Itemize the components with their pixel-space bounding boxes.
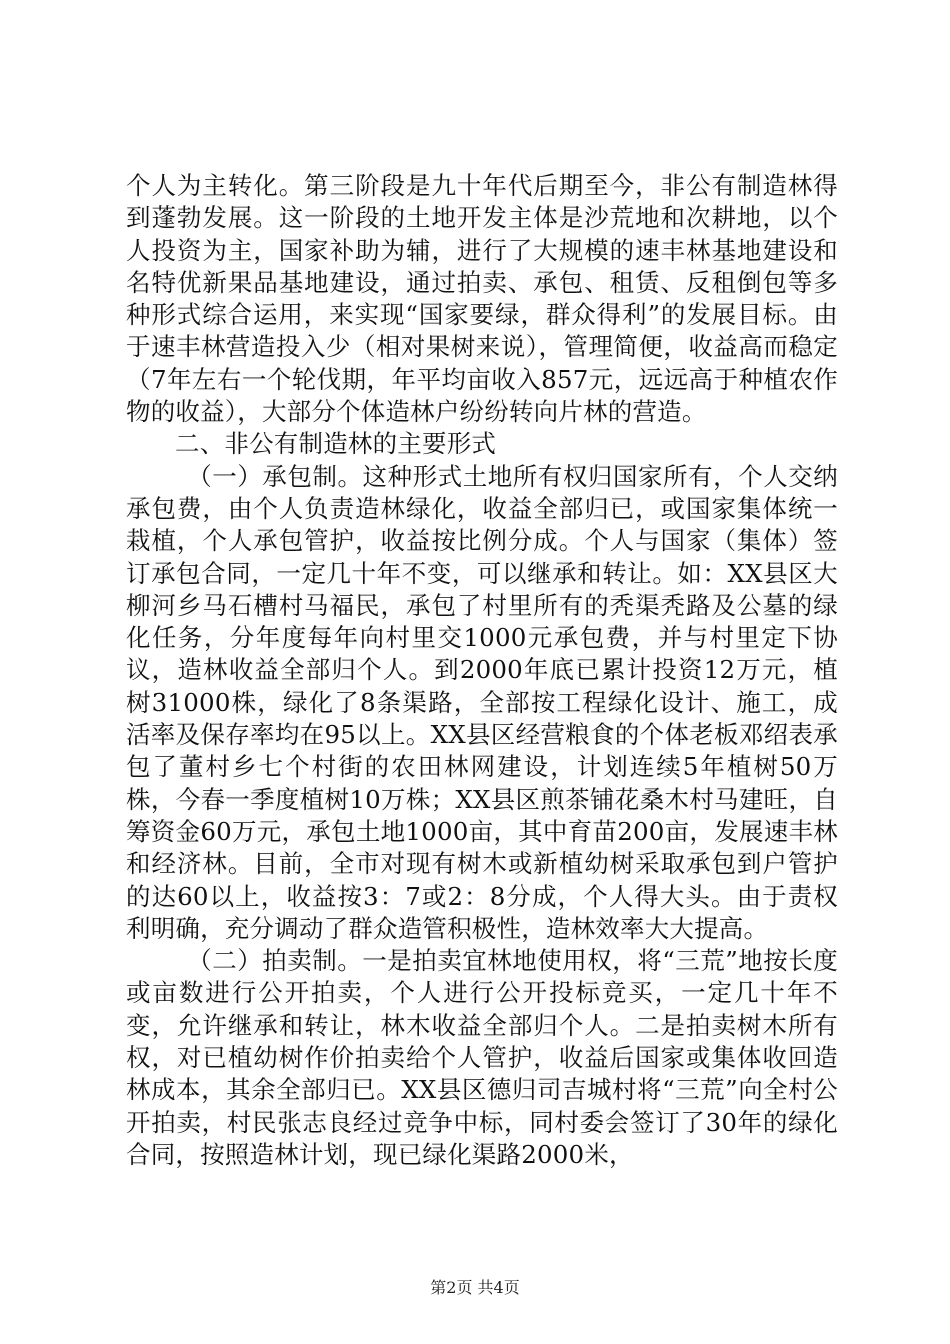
document-body	[126, 170, 838, 1171]
paragraph-auction-system: （二）拍卖制。一是拍卖宜林地使用权，将“三荒”地按长度或亩数进行公开拍卖，个人进行公开投标竞买，一定几十年不变，允许继承和转让，林木收益全部归个人。二是拍卖树木所有权，对已植幼树作价拍卖给个人管护，收益后国家或集体收回造林成本，其余全部归已。XX县区德归司吉城村将“三荒”向全村公开拍卖，村民张志良经过竞争中标，同村委会签订了30年的绿化合同，按照造林计划，现已绿化渠路2000米，	[126, 946, 838, 1169]
page-number-footer: 第2页 共4页	[430, 1278, 520, 1297]
paragraph-contract-system: （一）承包制。这种形式土地所有权归国家所有，个人交纳承包费，由个人负责造林绿化，收益全部归已，或国家集体统一栽植，个人承包管护，收益按比例分成。个人与国家（集体）签订承包合同，一定几十年不变，可以继承和转让。如：XX县区大柳河乡马石槽村马福民，承包了村里所有的秃渠秃路及公墓的绿化任务，分年度每年向村里交1000元承包费，并与村里定下协议，造林收益全部归个人。到2000年底已累计投资12万元，植树31000株，绿化了8条渠路，全部按工程绿化设计、施工，成活率及保存率均在95以上。XX县区经营粮食的个体老板邓绍表承包了董村乡七个村街的农田林网建设，计划连续5年植树50万株，今春一季度植树10万株；XX县区煎茶铺花桑木村马建旺，自筹资金60万元，承包土地1000亩，其中育苗200亩，发展速丰林和经济林。目前，全市对现有树木或新植幼树采取承包到户管护的达60以上，收益按3：7或2：8分成，个人得大头。由于责权利明确，充分调动了群众造管积极性，造林效率大大提高。	[126, 461, 838, 943]
section-heading-main-forms: 二、非公有制造林的主要形式	[175, 429, 497, 459]
paragraph-stage-three: 个人为主转化。第三阶段是九十年代后期至今，非公有制造林得到蓬勃发展。这一阶段的土地开发主体是沙荒地和次耕地，以个人投资为主，国家补助为辅，进行了大规模的速丰林基地建设和名特优新果品基地建设，通过拍卖、承包、租赁、反租倒包等多种形式综合运用，来实现“国家要绿，群众得利”的发展目标。由于速丰林营造投入少（相对果树来说），管理简便，收益高而稳定（7年左右一个轮伐期，年平均亩收入857元，远远高于种植农作物的收益），大部分个体造林户纷纷转向片林的营造。	[126, 171, 838, 427]
